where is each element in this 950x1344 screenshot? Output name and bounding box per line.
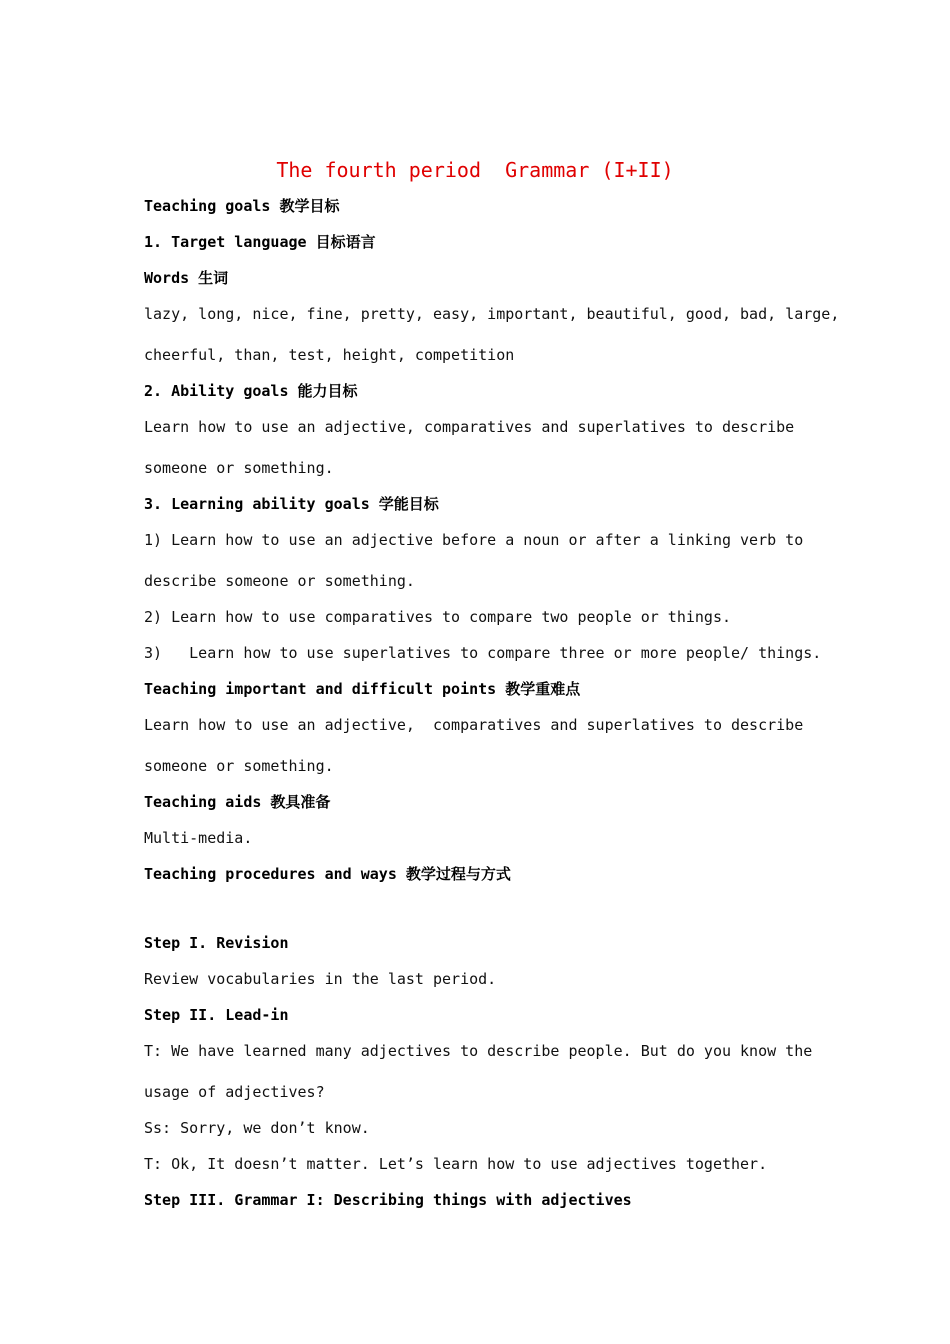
dialogue-teacher-line-1-cont: usage of adjectives?: [144, 1083, 325, 1101]
learning-goal-3: 3) Learn how to use superlatives to compare three or more people/ things.: [144, 644, 822, 662]
step-1-text: Review vocabularies in the last period.: [144, 970, 497, 988]
dialogue-students-line: Ss: Sorry, we don’t know.: [144, 1119, 370, 1137]
heading-step-2: Step II. Lead-in: [144, 1006, 289, 1024]
words-list-line-1: lazy, long, nice, fine, pretty, easy, important, beautiful, good, bad, large,: [144, 305, 840, 323]
words-list-line-2: cheerful, than, test, height, competition: [144, 346, 515, 364]
dialogue-teacher-line-2: T: Ok, It doesn’t matter. Let’s learn how to use adjectives together.: [144, 1155, 768, 1173]
learning-goal-2: 2) Learn how to use comparatives to compare two people or things.: [144, 608, 731, 626]
heading-words: Words 生词: [144, 269, 229, 287]
dialogue-teacher-line-1: T: We have learned many adjectives to describe people. But do you know the: [144, 1042, 813, 1060]
document-title: The fourth period Grammar (I+II): [276, 158, 674, 182]
learning-goal-1-line-2: describe someone or something.: [144, 572, 415, 590]
learning-goal-1-line-1: 1) Learn how to use an adjective before a noun or after a linking verb to: [144, 531, 804, 549]
heading-target-language: 1. Target language 目标语言: [144, 233, 376, 251]
teaching-aids-text: Multi-media.: [144, 829, 253, 847]
ability-goals-line-1: Learn how to use an adjective, comparatives and superlatives to describe: [144, 418, 795, 436]
heading-ability-goals: 2. Ability goals 能力目标: [144, 382, 358, 400]
heading-step-1: Step I. Revision: [144, 934, 289, 952]
heading-important-points: Teaching important and difficult points 教学重难点: [144, 680, 581, 698]
important-points-line-1: Learn how to use an adjective, comparatives and superlatives to describe: [144, 716, 804, 734]
heading-learning-ability-goals: 3. Learning ability goals 学能目标: [144, 495, 439, 513]
ability-goals-line-2: someone or something.: [144, 459, 334, 477]
important-points-line-2: someone or something.: [144, 757, 334, 775]
heading-teaching-goals: Teaching goals 教学目标: [144, 197, 340, 215]
heading-step-3: Step III. Grammar I: Describing things with adjectives: [144, 1191, 632, 1209]
heading-teaching-procedures: Teaching procedures and ways 教学过程与方式: [144, 865, 511, 883]
heading-teaching-aids: Teaching aids 教具准备: [144, 793, 331, 811]
